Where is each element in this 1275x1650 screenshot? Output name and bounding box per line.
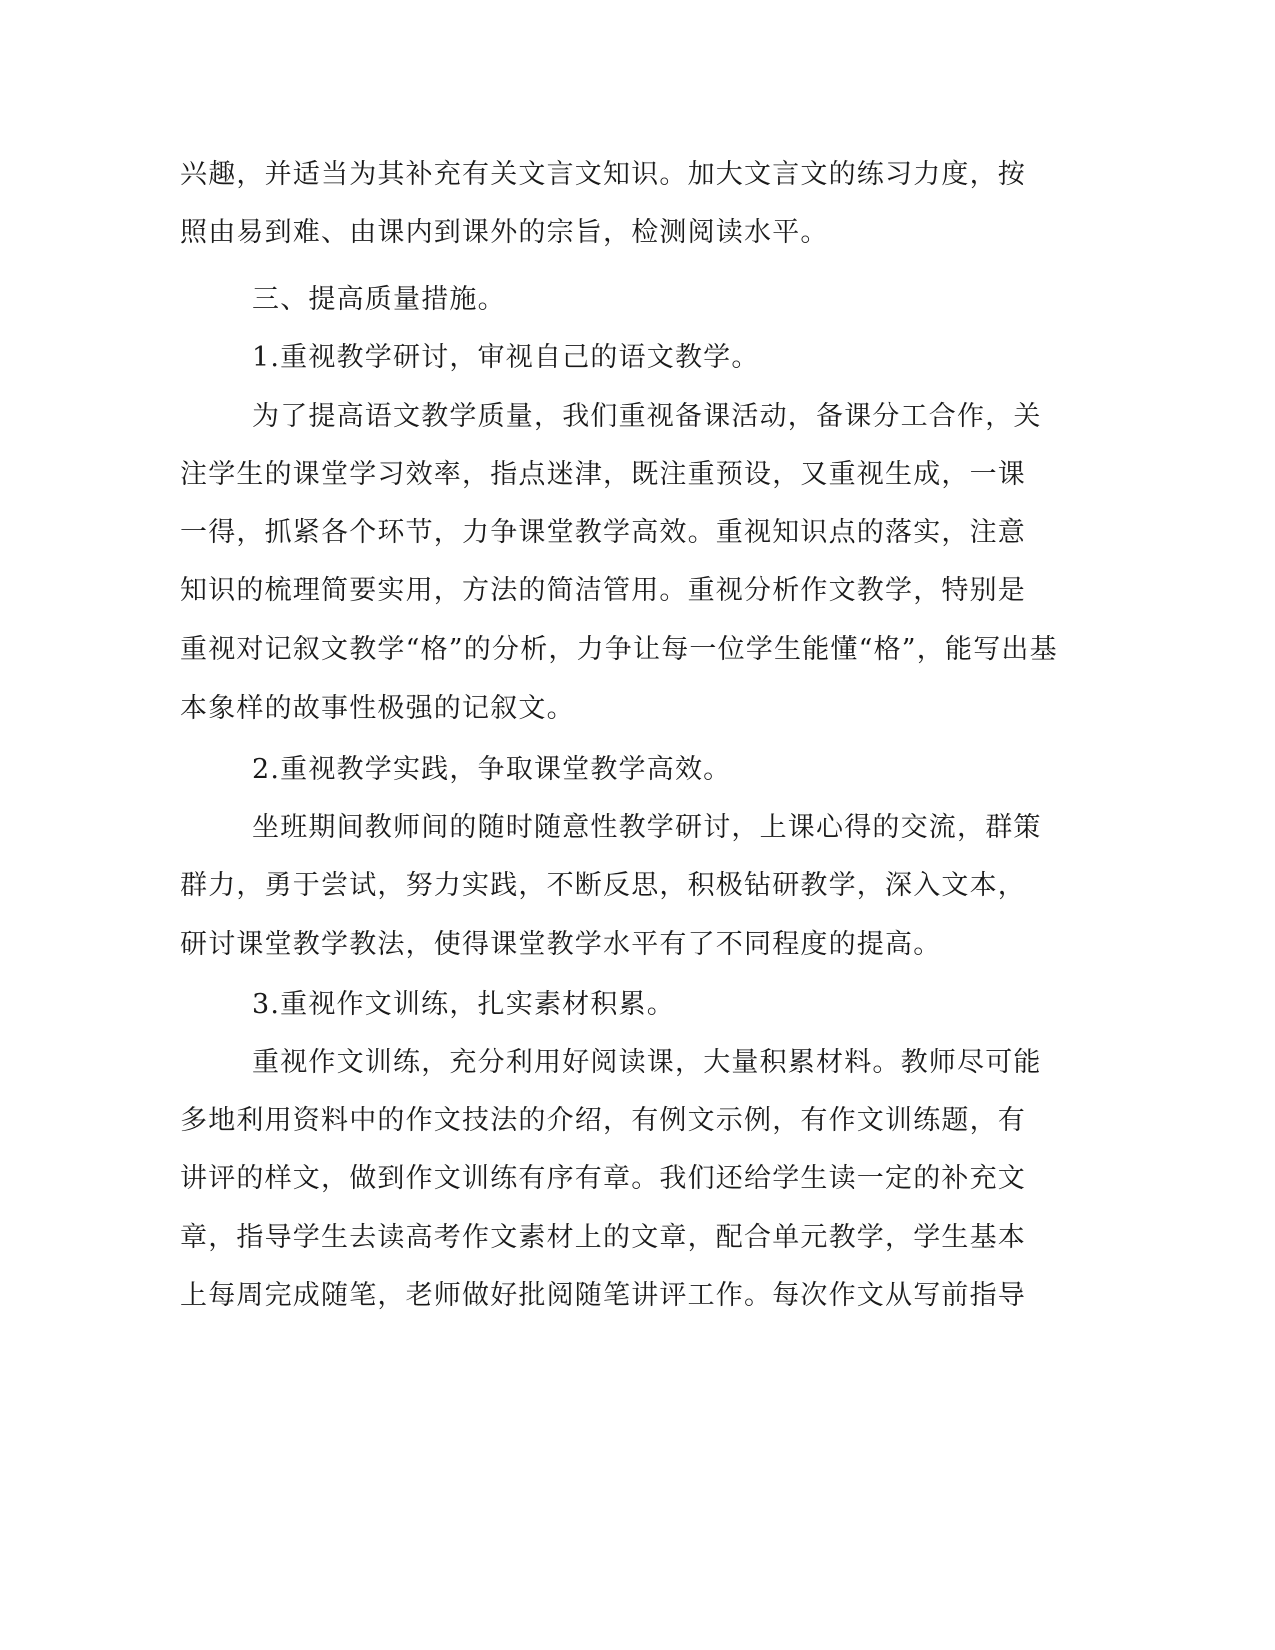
subsection-heading: 1.重视教学研讨，审视自己的语文教学。 (252, 342, 760, 373)
subsection-heading: 3.重视作文训练，扎实素材积累。 (252, 989, 675, 1020)
text-line: 章，指导学生去读高考作文素材上的文章，配合单元教学，学生基本 (180, 1222, 1026, 1253)
text-line: 重视作文训练，充分利用好阅读课，大量积累材料。教师尽可能 (252, 1047, 1042, 1078)
text-line: 坐班期间教师间的随时随意性教学研讨，上课心得的交流，群策 (252, 812, 1042, 843)
section-heading: 三、提高质量措施。 (252, 284, 506, 315)
subsection-heading: 2.重视教学实践，争取课堂教学高效。 (252, 754, 732, 785)
text-line: 重视对记叙文教学“格”的分析，力争让每一位学生能懂“格”，能写出基 (180, 634, 1058, 665)
text-line: 本象样的故事性极强的记叙文。 (180, 693, 575, 724)
text-line: 兴趣，并适当为其补充有关文言文知识。加大文言文的练习力度，按 (180, 159, 1026, 190)
text-line: 照由易到难、由课内到课外的宗旨，检测阅读水平。 (180, 217, 829, 248)
text-line: 知识的梳理简要实用，方法的简洁管用。重视分析作文教学，特别是 (180, 575, 1026, 606)
text-line: 为了提高语文教学质量，我们重视备课活动，备课分工合作，关 (252, 401, 1042, 432)
text-line: 注学生的课堂学习效率，指点迷津，既注重预设，又重视生成，一课 (180, 459, 1026, 490)
text-line: 上每周完成随笔，老师做好批阅随笔讲评工作。每次作文从写前指导 (180, 1280, 1026, 1311)
text-line: 一得，抓紧各个环节，力争课堂教学高效。重视知识点的落实，注意 (180, 517, 1026, 548)
text-line: 讲评的样文，做到作文训练有序有章。我们还给学生读一定的补充文 (180, 1163, 1026, 1194)
text-line: 研讨课堂教学教法，使得课堂教学水平有了不同程度的提高。 (180, 929, 942, 960)
text-line: 多地利用资料中的作文技法的介绍，有例文示例，有作文训练题，有 (180, 1105, 1026, 1136)
text-line: 群力，勇于尝试，努力实践，不断反思，积极钻研教学，深入文本， (180, 870, 1026, 901)
